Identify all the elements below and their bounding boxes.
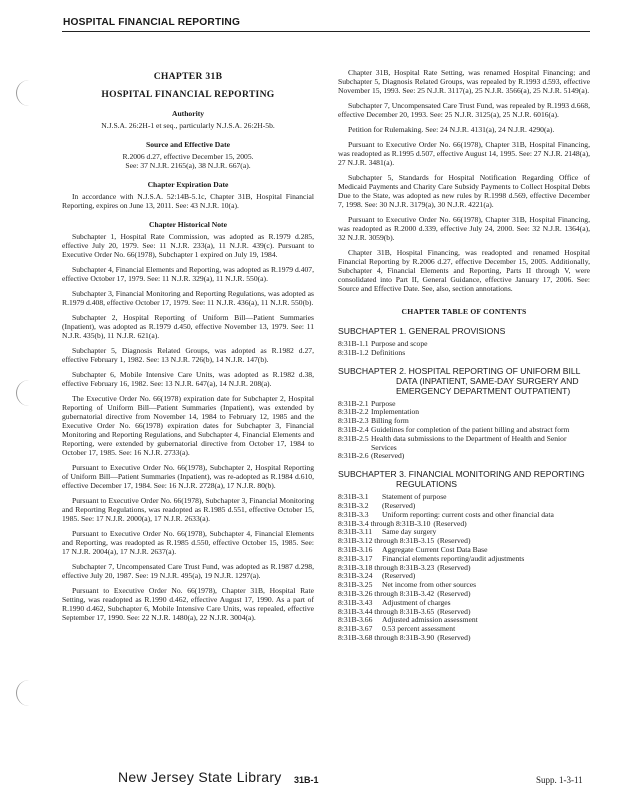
toc-entry-number: 8:31B-3.2	[338, 500, 369, 510]
toc-entry-title: Same day surgery	[382, 527, 437, 537]
toc-entry-number: 8:31B-3.25	[338, 580, 373, 590]
toc-list-1	[338, 340, 590, 358]
history-paragraph: Subchapter 1, Hospital Rate Commission, was adopted as R.1979 d.285, effective July 20, 1979. See: 11 N.J.R. 233(a), 11 N.J.R. 439(c). Pursuant to Executive Order No. 66(1978), Subchapter 1 expired on July 19, 1984.	[62, 232, 314, 259]
toc-entry-title: (Reserved)	[382, 500, 416, 510]
left-column	[62, 68, 314, 628]
toc-entry-number: 8:31B-1.2	[338, 347, 369, 357]
toc-subchapter-1: SUBCHAPTER 1. GENERAL PROVISIONS	[338, 326, 506, 336]
source-text: R.2006 d.27, effective December 15, 2005.	[122, 152, 254, 161]
toc-entry	[338, 452, 590, 461]
history-paragraph: Subchapter 7, Uncompensated Care Trust Fund, was repealed by R.1993 d.668, effective December 20, 1993. See: 25 N.J.R. 3125(a), 25 N.J.R. 6016(a).	[338, 101, 590, 119]
toc-entry	[338, 349, 590, 358]
toc-entry-title: Adjusted admission assessment	[382, 615, 478, 625]
toc-entry-title: Adjustment of charges	[382, 597, 451, 607]
toc-entry	[338, 435, 590, 453]
toc-entry-title: (Reserved)	[437, 632, 471, 642]
history-paragraph: Petition for Rulemaking. See: 24 N.J.R. 4131(a), 24 N.J.R. 4290(a).	[348, 125, 555, 134]
toc-entry-number: 8:31B-3.17	[338, 553, 373, 563]
chapter-number: CHAPTER 31B	[153, 71, 223, 82]
toc-entry-number: 8:31B-2.5	[338, 433, 369, 443]
right-column	[338, 68, 590, 643]
history-paragraph: Pursuant to Executive Order No. 66(1978), Chapter 31B, Hospital Financing, was readopted as R.2000 d.339, effective July 24, 2000. See: 32 N.J.R. 1364(a), 32 N.J.R. 3059(b).	[338, 215, 590, 242]
toc-entry-number: 8:31B-2.6	[338, 451, 369, 461]
authority-heading: Authority	[171, 109, 205, 118]
toc-entry-range: 8:31B-3.44 through 8:31B-3.65	[338, 606, 435, 616]
toc-entry-title: (Reserved)	[437, 536, 471, 546]
toc-entry-title: (Reserved)	[437, 606, 471, 616]
toc-entry-number: 8:31B-3.1	[338, 492, 369, 502]
toc-entry-number: 8:31B-3.3	[338, 509, 369, 519]
toc-entry-title: Billing form	[371, 416, 409, 426]
toc-list-2	[338, 400, 590, 462]
toc-subchapter-3: SUBCHAPTER 3. FINANCIAL MONITORING AND REPORTING REGULATIONS	[338, 469, 585, 490]
running-head: HOSPITAL FINANCIAL REPORTING	[63, 17, 241, 28]
history-paragraph: Subchapter 6, Mobile Intensive Care Units, was adopted as R.1982 d.38, effective February 16, 1982. See: 13 N.J.R. 647(a), 14 N.J.R. 208(a).	[62, 370, 314, 388]
toc-entry-number: 8:31B-3.16	[338, 544, 373, 554]
toc-entry-number: 8:31B-2.2	[338, 407, 369, 417]
toc-entry-number: 8:31B-3.24	[338, 571, 373, 581]
toc-entry-number: 8:31B-3.66	[338, 615, 373, 625]
history-paragraph: Pursuant to Executive Order No. 66(1978), Chapter 31B, Hospital Rate Setting, was readopted as R.1990 d.462, effective August 17, 1990. As a part of R.1990 d.462, Subchapter 6, Mobile Intensive Care Units, was repealed, effective September 17, 1990. See: 22 N.J.R. 1480(a), 22 N.J.R. 3004(a).	[62, 586, 314, 622]
toc-heading: CHAPTER TABLE OF CONTENTS	[401, 307, 527, 316]
toc-entry-title: Health data submissions to the Department of Health and Senior Services	[371, 433, 567, 452]
toc-entry-range: 8:31B-3.12 through 8:31B-3.15	[338, 536, 435, 546]
toc-entry-number: 8:31B-1.1	[338, 339, 369, 348]
history-notes-right	[338, 68, 590, 293]
authority-text: N.J.S.A. 26:2H-1 et seq., particularly N.J.S.A. 26:2H-5b.	[101, 121, 275, 130]
binder-hole-mark	[16, 680, 31, 706]
history-paragraph: Pursuant to Executive Order No. 66(1978), Chapter 31B, Hospital Financing, was readopted as R.1995 d.507, effective August 14, 1995. See: 27 N.J.R. 2148(a), 27 N.J.R. 3481(a).	[338, 140, 590, 167]
history-paragraph: Subchapter 2, Hospital Reporting of Uniform Bill—Patient Summaries (Inpatient), was adopted as R.1979 d.450, effective November 13, 1979. See: 11 N.J.R. 435(b), 11 N.J.R. 621(a).	[62, 313, 314, 340]
expiration-text: In accordance with N.J.S.A. 52:14B-5.1c, Chapter 31B, Hospital Financial Reporting, expires on June 13, 2011. See: 43 N.J.R. 10(a).	[62, 192, 314, 210]
toc-entry-title: Implementation	[371, 407, 420, 417]
history-paragraph: Subchapter 4, Financial Elements and Reporting, was adopted as R.1979 d.407, effective October 17, 1979. See: 11 N.J.R. 329(a), 11 N.J.R. 550(a).	[62, 265, 314, 283]
toc-entry-title: (Reserved)	[371, 451, 405, 461]
toc-entry	[338, 634, 590, 643]
toc-entry-title: Financial elements reporting/audit adjustments	[382, 553, 525, 563]
chapter-title: HOSPITAL FINANCIAL REPORTING	[101, 89, 275, 100]
history-paragraph: Pursuant to Executive Order No. 66(1978), Subchapter 2, Hospital Reporting of Uniform Bill—Patient Summaries (Inpatient), was re-adopted as R.1984 d.610, effective December 17, 1984. See: 16 N.J.R. 2728(a), 17 N.J.R. 80(b).	[62, 463, 314, 490]
toc-entry-number: 8:31B-3.67	[338, 624, 373, 634]
history-heading: Chapter Historical Note	[149, 220, 227, 229]
header-rule	[62, 31, 590, 32]
toc-entry-title: Guidelines for completion of the patient billing and abstract form	[371, 424, 570, 434]
page-number: 31B-1	[294, 775, 319, 785]
toc-entry-number: 8:31B-2.4	[338, 424, 369, 434]
toc-entry	[338, 493, 590, 502]
history-notes-left	[62, 232, 314, 622]
toc-entry-title: 0.53 percent assessment	[382, 624, 456, 634]
toc-entry	[338, 590, 590, 599]
toc-entry-title: Uniform reporting: current costs and other financial data	[382, 509, 554, 519]
toc-entry-title: (Reserved)	[382, 571, 416, 581]
toc-entry-title: (Reserved)	[433, 518, 467, 528]
toc-entry-title: Purpose	[371, 398, 396, 408]
toc-entry-title: (Reserved)	[437, 562, 471, 572]
toc-entry-number: 8:31B-2.1	[338, 398, 369, 408]
history-paragraph: The Executive Order No. 66(1978) expiration date for Subchapter 2, Hospital Reporting of Uniform Bill—Patient Summaries (Inpatient), was extended by gubernatorial directive from November 14, 1984 to February 12, 1985 and the Executive Order No. 66(1978) expiration dates for Subchapter 3, Financial Monitoring and Reporting Regulations, and Subchapter 4, Financial Elements and Reporting, were extended by gubernatorial directive from October 17, 1984 to October 17, 1985. See: 16 N.J.R. 2733(a).	[62, 394, 314, 457]
toc-entry	[338, 520, 590, 529]
history-paragraph: Pursuant to Executive Order No. 66(1978), Subchapter 4, Financial Elements and Reporting, was readopted as R.1985 d.550, effective October 15, 1985. See: 17 N.J.R. 2004(a), 17 N.J.R. 2637(a).	[62, 529, 314, 556]
toc-entry-range: 8:31B-3.68 through 8:31B-3.90	[338, 632, 435, 642]
library-watermark: New Jersey State Library	[118, 769, 282, 785]
binder-hole-mark	[16, 380, 31, 406]
expiration-heading: Chapter Expiration Date	[147, 180, 229, 189]
toc-entry-number: 8:31B-3.11	[338, 527, 373, 537]
history-paragraph: Subchapter 7, Uncompensated Care Trust Fund, was adopted as R.1987 d.298, effective July 20, 1987. See: 19 N.J.R. 495(a), 19 N.J.R. 1297(a).	[62, 562, 314, 580]
history-paragraph: Subchapter 5, Standards for Hospital Notification Regarding Office of Medicaid Payments and Charity Care Subsidy Payments to Collect Hospital Debts Due to the State, was adopted as new rules by R.1998 d.569, effective December 7, 1998. See: 30 N.J.R. 3179(a), 30 N.J.R. 4221(a).	[338, 173, 590, 209]
history-paragraph: Chapter 31B, Hospital Financing, was readopted and renamed Hospital Financial Reporting by R.2006 d.27, effective December 15, 2005. Additionally, Subchapter 4, Financial Elements and Reporting, Parts II through V, were consolidated into Part II, General Guidance, effective January 17, 2006. See: Source and Effective Date. See, also, section annotations.	[338, 248, 590, 293]
history-paragraph: Pursuant to Executive Order No. 66(1978), Subchapter 3, Financial Monitoring and Reporting Regulations, was readopted as R.1985 d.551, effective October 15, 1985. See: 17 N.J.R. 2000(a), 17 N.J.R. 2633(a).	[62, 496, 314, 523]
toc-entry-number: 8:31B-3.43	[338, 597, 373, 607]
toc-entry-title: Net income from other sources	[382, 580, 477, 590]
toc-entry-title: Statement of purpose	[382, 492, 447, 502]
binder-hole-mark	[16, 80, 31, 106]
source-heading: Source and Effective Date	[145, 140, 230, 149]
toc-entry-number: 8:31B-2.3	[338, 416, 369, 426]
toc-subchapter-2: SUBCHAPTER 2. HOSPITAL REPORTING OF UNIFORM BILL DATA (INPATIENT, SAME-DAY SURGERY AND EMERGENCY DEPARTMENT OUTPATIENT)	[338, 365, 581, 396]
source-text-see: See: 37 N.J.R. 2165(a), 38 N.J.R. 667(a).	[125, 161, 251, 170]
toc-list-3	[338, 493, 590, 643]
toc-entry	[338, 616, 590, 625]
history-paragraph: Subchapter 3, Financial Monitoring and Reporting Regulations, was adopted as R.1979 d.408, effective October 17, 1979. See: 11 N.J.R. 436(a), 11 N.J.R. 550(b).	[62, 289, 314, 307]
toc-entry-range: 8:31B-3.26 through 8:31B-3.42	[338, 588, 435, 598]
toc-entry-title: (Reserved)	[437, 588, 471, 598]
toc-entry	[338, 564, 590, 573]
history-paragraph: Chapter 31B, Hospital Rate Setting, was renamed Hospital Financing; and Subchapter 5, Diagnosis Related Groups, was repealed by R.1993 d.593, effective November 15, 1993. See: 25 N.J.R. 3117(a), 25 N.J.R. 3566(a), 25 N.J.R. 5149(a).	[338, 68, 590, 95]
toc-entry-title: Purpose and scope	[371, 339, 428, 348]
supplement-date: Supp. 1-3-11	[536, 775, 583, 785]
toc-entry-range: 8:31B-3.4 through 8:31B-3.10	[338, 518, 431, 528]
toc-entry-range: 8:31B-3.18 through 8:31B-3.23	[338, 562, 435, 572]
toc-entry-title: Definitions	[371, 347, 406, 357]
history-paragraph: Subchapter 5, Diagnosis Related Groups, was adopted as R.1982 d.27, effective February 1, 1982. See: 13 N.J.R. 726(b), 14 N.J.R. 147(b).	[62, 346, 314, 364]
toc-entry-title: Aggregate Current Cost Data Base	[382, 544, 488, 554]
